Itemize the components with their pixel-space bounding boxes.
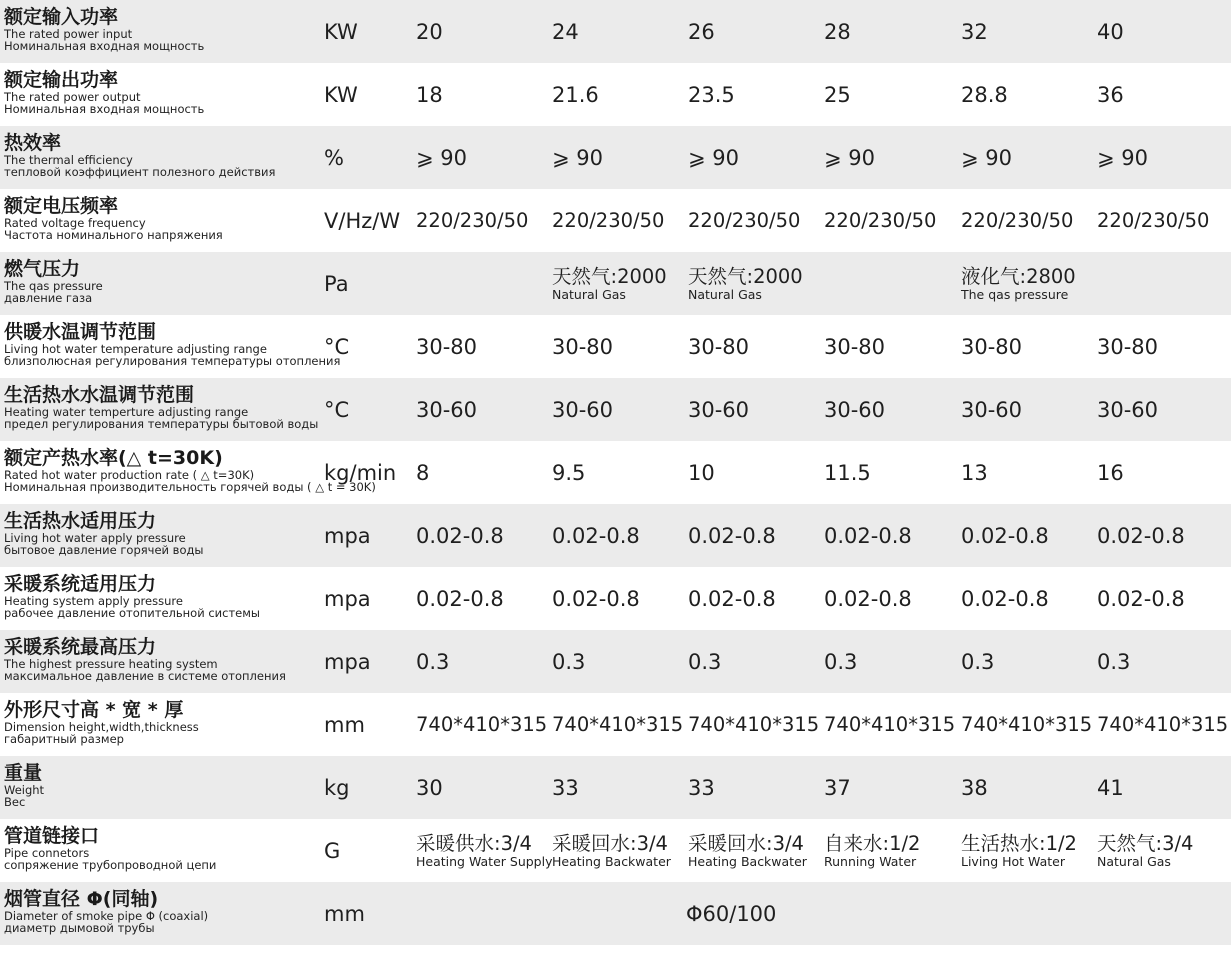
value-cell: 11.5 <box>824 460 871 485</box>
param-name-cell <box>0 756 324 819</box>
param-name-cell <box>0 315 341 378</box>
value-cell: ⩾ 90 <box>961 145 1012 170</box>
value-cell <box>550 252 686 315</box>
param-name-cell <box>0 630 324 693</box>
value-cell: 30-80 <box>1097 334 1159 359</box>
table-row <box>0 252 1231 315</box>
unit-cell: kg <box>324 775 350 800</box>
value-sub: Natural Gas <box>688 287 762 302</box>
value-cell: 10 <box>688 460 715 485</box>
value-cell: 740*410*315 <box>688 713 820 736</box>
value-cell: 30-80 <box>416 334 478 359</box>
value-cell: 30 <box>416 775 443 800</box>
param-name-zh: 采暖系统适用压力 <box>4 573 157 595</box>
value-cell: 28 <box>824 19 851 44</box>
param-name-cell <box>0 63 324 126</box>
value-cell <box>959 819 1095 882</box>
value-cell: ⩾ 90 <box>824 145 875 170</box>
table-row <box>0 63 1231 126</box>
param-name-cell <box>0 882 324 945</box>
unit-cell: V/Hz/W <box>324 208 401 233</box>
value-cell: 0.02-0.8 <box>416 586 504 611</box>
param-name-zh: 燃气压力 <box>4 258 81 280</box>
value-cell: 26 <box>688 19 715 44</box>
value-cell: 0.02-0.8 <box>416 523 504 548</box>
value-main: 采暖回水:3/4 <box>552 832 668 855</box>
value-cell: ⩾ 90 <box>552 145 603 170</box>
param-name-ru: Номинальная входная мощность <box>4 38 205 53</box>
value-sub: Natural Gas <box>552 287 626 302</box>
value-cell: 0.02-0.8 <box>552 586 640 611</box>
value-cell: 30-80 <box>824 334 886 359</box>
value-cell: 20 <box>416 19 443 44</box>
value-cell: 30-80 <box>552 334 614 359</box>
table-row <box>0 126 1231 189</box>
param-name-en: Pipe connetors <box>4 846 90 860</box>
value-cell: 0.02-0.8 <box>1097 586 1185 611</box>
value-cell <box>822 252 959 315</box>
value-cell: 38 <box>961 775 988 800</box>
param-name-zh: 额定输入功率 <box>4 6 119 28</box>
param-name-cell <box>0 126 324 189</box>
value-cell <box>1095 819 1231 882</box>
param-name-zh: 生活热水适用压力 <box>4 510 157 532</box>
param-name-zh: 额定输出功率 <box>4 69 119 91</box>
value-cell: 220/230/50 <box>961 209 1074 232</box>
unit-cell: mpa <box>324 523 371 548</box>
value-cell: 30-60 <box>824 397 886 422</box>
value-cell: 24 <box>552 19 579 44</box>
table-row <box>0 567 1231 630</box>
param-name-en: Living hot water apply pressure <box>4 531 186 545</box>
value-cell: 33 <box>688 775 715 800</box>
table-row <box>0 756 1231 819</box>
param-name-zh: 管道链接口 <box>4 825 100 847</box>
unit-cell: °C <box>324 397 350 422</box>
value-cell: 32 <box>961 19 988 44</box>
value-cell: ⩾ 90 <box>416 145 467 170</box>
value-sub: Living Hot Water <box>961 854 1066 869</box>
value-cell: 0.3 <box>552 649 586 674</box>
value-cell <box>414 252 550 315</box>
value-cell: 8 <box>416 460 430 485</box>
param-name-zh: 额定产热水率(△ t=30K) <box>4 447 223 469</box>
value-cell: 0.02-0.8 <box>961 586 1049 611</box>
param-name-cell <box>0 693 324 756</box>
param-name-ru: Номинальная производительность горячей воды ( △ t = 30K) <box>4 479 376 494</box>
value-cell: 16 <box>1097 460 1124 485</box>
param-name-ru: диаметр дымовой трубы <box>4 920 155 935</box>
unit-cell: KW <box>324 19 358 44</box>
value-cell: 0.02-0.8 <box>961 523 1049 548</box>
param-name-cell <box>0 378 324 441</box>
value-cell: 30-60 <box>416 397 478 422</box>
param-name-en: Heating system apply pressure <box>4 594 183 608</box>
unit-cell: Pa <box>324 271 349 296</box>
value-cell: 0.02-0.8 <box>688 523 776 548</box>
value-main: 采暖供水:3/4 <box>416 832 532 855</box>
value-sub: Running Water <box>824 854 917 869</box>
value-cell: 33 <box>552 775 579 800</box>
value-cell <box>686 252 822 315</box>
unit-cell: mm <box>324 901 365 926</box>
param-name-en: Weight <box>4 783 45 797</box>
table-row <box>0 378 1231 441</box>
param-name-ru: близполюсная регулирования температуры отопления <box>4 353 341 368</box>
param-name-ru: давление газа <box>4 290 93 305</box>
value-sub: The qas pressure <box>961 287 1069 302</box>
value-cell: 25 <box>824 82 851 107</box>
value-sub: Heating Backwater <box>552 854 671 869</box>
value-main: 液化气:2800 <box>961 265 1076 288</box>
value-cell: 36 <box>1097 82 1124 107</box>
param-name-cell <box>0 189 324 252</box>
param-name-zh: 烟管直径 Φ(同轴) <box>4 888 159 910</box>
param-name-zh: 供暖水温调节范围 <box>4 321 157 343</box>
param-name-cell <box>0 819 324 882</box>
table-row <box>0 189 1231 252</box>
param-name-cell <box>0 567 324 630</box>
value-cell <box>959 252 1095 315</box>
param-name-ru: максимальное давление в системе отопления <box>4 668 286 683</box>
param-name-zh: 重量 <box>4 762 43 784</box>
value-main: 生活热水:1/2 <box>961 832 1077 855</box>
table-row <box>0 315 1231 378</box>
table-row <box>0 819 1231 882</box>
value-cell: 220/230/50 <box>416 209 529 232</box>
param-name-en: Diameter of smoke pipe Φ (coaxial) <box>4 909 209 923</box>
value-main: 自来水:1/2 <box>824 832 921 855</box>
table-row <box>0 0 1231 63</box>
value-cell: 9.5 <box>552 460 586 485</box>
unit-cell: mm <box>324 712 365 737</box>
param-name-en: Dimension height,width,thickness <box>4 720 199 734</box>
value-cell: 30-60 <box>961 397 1023 422</box>
value-cell <box>822 819 959 882</box>
value-cell: 0.3 <box>416 649 450 674</box>
value-cell: 30-80 <box>961 334 1023 359</box>
value-cell: 0.02-0.8 <box>1097 523 1185 548</box>
value-cell <box>1095 252 1231 315</box>
value-cell: 0.3 <box>961 649 995 674</box>
param-name-cell <box>0 0 324 63</box>
param-name-en: Living hot water temperature adjusting range <box>4 342 267 356</box>
value-cell: 220/230/50 <box>824 209 937 232</box>
value-cell: 740*410*315 <box>552 713 684 736</box>
value-cell: 37 <box>824 775 851 800</box>
param-name-en: The rated power input <box>4 27 133 41</box>
unit-cell: % <box>324 145 344 170</box>
value-cell: 740*410*315 <box>1097 713 1229 736</box>
table-row <box>0 882 1231 945</box>
value-sub: Heating Water Supply <box>416 854 553 869</box>
value-cell <box>686 819 822 882</box>
value-cell: 0.3 <box>1097 649 1131 674</box>
value-cell: 0.02-0.8 <box>824 586 912 611</box>
value-main: 采暖回水:3/4 <box>688 832 804 855</box>
value-cell <box>550 819 686 882</box>
value-cell: 740*410*315 <box>824 713 956 736</box>
param-name-zh: 外形尺寸高 * 宽 * 厚 <box>4 699 184 721</box>
value-cell <box>414 819 553 882</box>
param-name-en: Rated hot water production rate ( △ t=30K) <box>4 468 255 482</box>
param-name-ru: тепловой коэффициент полезного действия <box>4 164 276 179</box>
value-main: 天然气:2000 <box>552 265 667 288</box>
param-name-ru: сопряжение трубопроводной цепи <box>4 857 217 872</box>
param-name-ru: Номинальная входная мощность <box>4 101 205 116</box>
value-cell: 740*410*315 <box>961 713 1093 736</box>
value-cell: 0.02-0.8 <box>688 586 776 611</box>
value-cell: 740*410*315 <box>416 713 548 736</box>
value-sub: Natural Gas <box>1097 854 1171 869</box>
value-cell: 0.3 <box>824 649 858 674</box>
value-main: 天然气:2000 <box>688 265 803 288</box>
table-row <box>0 441 1231 504</box>
value-cell: 23.5 <box>688 82 735 107</box>
value-cell: 220/230/50 <box>552 209 665 232</box>
param-name-zh: 生活热水水温调节范围 <box>4 384 195 406</box>
param-name-ru: габаритный размер <box>4 731 124 746</box>
value-cell: 40 <box>1097 19 1124 44</box>
value-cell: 30-60 <box>1097 397 1159 422</box>
param-name-en: Heating water temperture adjusting range <box>4 405 249 419</box>
table-row <box>0 693 1231 756</box>
param-name-cell <box>0 504 324 567</box>
value-main: 天然气:3/4 <box>1097 832 1194 855</box>
value-cell: 30-60 <box>688 397 750 422</box>
value-cell: Φ60/100 <box>686 901 777 926</box>
param-name-ru: рабочее давление отопительной системы <box>4 605 260 620</box>
param-name-en: The rated power output <box>4 90 141 104</box>
empty-cell <box>414 882 686 945</box>
param-name-cell <box>0 252 324 315</box>
param-name-en: The thermal efficiency <box>4 153 133 167</box>
value-cell: 41 <box>1097 775 1124 800</box>
param-name-zh: 额定电压频率 <box>4 195 119 217</box>
unit-cell: G <box>324 838 341 863</box>
param-name-en: The qas pressure <box>4 279 103 293</box>
param-name-en: The highest pressure heating system <box>4 657 218 671</box>
table-row <box>0 504 1231 567</box>
value-cell: 30-60 <box>552 397 614 422</box>
value-cell: 0.3 <box>688 649 722 674</box>
param-name-ru: предел регулирования температуры бытовой воды <box>4 416 319 431</box>
param-name-en: Rated voltage frequency <box>4 216 146 230</box>
value-cell: 220/230/50 <box>688 209 801 232</box>
value-cell: 30-80 <box>688 334 750 359</box>
value-cell: 220/230/50 <box>1097 209 1210 232</box>
value-cell: ⩾ 90 <box>688 145 739 170</box>
table-row <box>0 630 1231 693</box>
unit-cell: KW <box>324 82 358 107</box>
value-cell: 18 <box>416 82 443 107</box>
param-name-ru: Вес <box>4 794 26 809</box>
value-cell: 0.02-0.8 <box>552 523 640 548</box>
unit-cell: mpa <box>324 649 371 674</box>
value-cell: 28.8 <box>961 82 1008 107</box>
param-name-zh: 热效率 <box>4 132 62 154</box>
unit-cell: mpa <box>324 586 371 611</box>
param-name-zh: 采暖系统最高压力 <box>4 636 157 658</box>
value-cell: ⩾ 90 <box>1097 145 1148 170</box>
param-name-ru: Частота номинального напряжения <box>4 227 223 242</box>
unit-cell: °C <box>324 334 350 359</box>
value-cell: 21.6 <box>552 82 599 107</box>
param-name-ru: бытовое давление горячей воды <box>4 542 204 557</box>
value-sub: Heating Backwater <box>688 854 807 869</box>
value-cell: 0.02-0.8 <box>824 523 912 548</box>
unit-cell: kg/min <box>324 460 397 485</box>
value-cell: 13 <box>961 460 988 485</box>
